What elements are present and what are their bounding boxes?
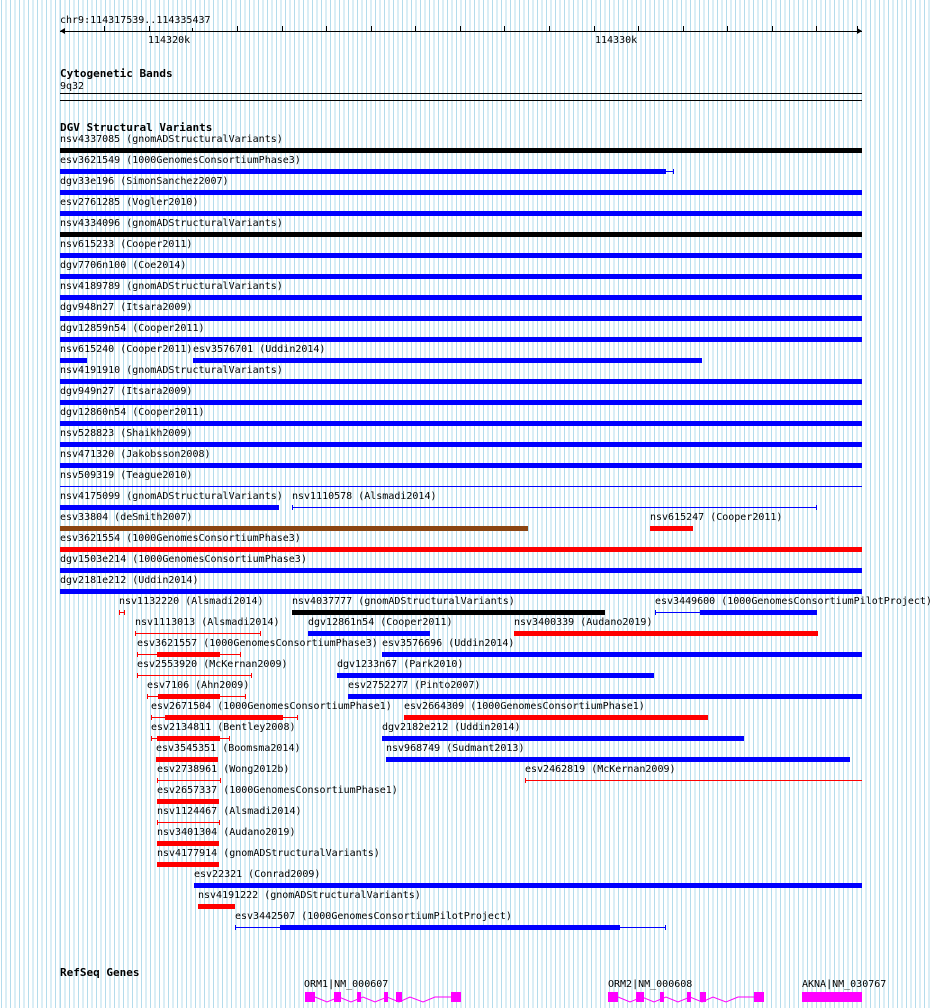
exon[interactable]: [660, 992, 664, 1002]
exon[interactable]: [802, 992, 862, 1002]
exon[interactable]: [334, 992, 341, 1002]
variant-label[interactable]: esv2553920 (McKernan2009): [137, 659, 288, 670]
variant-extent-line[interactable]: [525, 780, 862, 781]
variant-label[interactable]: nsv3401304 (Audano2019): [157, 827, 296, 838]
variant-extent-cap: [151, 715, 152, 720]
variant-label[interactable]: nsv1110578 (Alsmadi2014): [292, 491, 437, 502]
variant-bar[interactable]: [157, 862, 219, 867]
variant-extent-line[interactable]: [157, 822, 220, 823]
variant-bar[interactable]: [700, 610, 817, 615]
variant-label[interactable]: dgv7706n100 (Coe2014): [60, 260, 187, 271]
ruler-tick: [816, 26, 817, 32]
variant-bar[interactable]: [157, 799, 219, 804]
variant-extent-cap: [665, 925, 666, 930]
variant-extent-line[interactable]: [60, 486, 862, 487]
variant-label[interactable]: dgv12859n54 (Cooper2011): [60, 323, 205, 334]
variant-extent-line[interactable]: [157, 780, 221, 781]
variant-label[interactable]: nsv4037777 (gnomADStructuralVariants): [292, 596, 515, 607]
variant-bar[interactable]: [382, 652, 862, 657]
variant-extent-cap: [220, 778, 221, 783]
variant-extent-cap: [135, 631, 136, 636]
variant-label[interactable]: esv2657337 (1000GenomesConsortiumPhase1): [157, 785, 398, 796]
gene-label[interactable]: ORM2|NM_000608: [608, 979, 693, 990]
gene-label[interactable]: AKNA|NM_030767: [802, 979, 887, 990]
dgv-track-title[interactable]: DGV Structural Variants: [60, 121, 213, 134]
exon[interactable]: [357, 992, 361, 1002]
variant-bar[interactable]: [60, 400, 862, 405]
ruler-tick: [460, 26, 461, 32]
ruler-tick: [683, 26, 684, 32]
variant-bar[interactable]: [280, 925, 620, 930]
ruler-tick: [326, 26, 327, 32]
variant-bar[interactable]: [60, 505, 279, 510]
variant-bar[interactable]: [60, 421, 862, 426]
variant-label[interactable]: esv2738961 (Wong2012b): [157, 764, 290, 775]
variant-label[interactable]: esv22321 (Conrad2009): [194, 869, 321, 880]
exon[interactable]: [608, 992, 618, 1002]
variant-label[interactable]: esv2752277 (Pinto2007): [348, 680, 481, 691]
variant-label[interactable]: nsv968749 (Sudmant2013): [386, 743, 525, 754]
variant-label[interactable]: esv3442507 (1000GenomesConsortiumPilotProject): [235, 911, 512, 922]
variant-bar[interactable]: [650, 526, 693, 531]
variant-extent-cap: [147, 694, 148, 699]
ruler-tick: [237, 26, 238, 32]
variant-label[interactable]: dgv948n27 (Itsara2009): [60, 302, 193, 313]
variant-bar[interactable]: [337, 673, 654, 678]
variant-label[interactable]: esv3545351 (Boomsma2014): [156, 743, 301, 754]
exon[interactable]: [305, 992, 315, 1002]
variant-label[interactable]: esv2462819 (McKernan2009): [525, 764, 676, 775]
variant-bar[interactable]: [60, 547, 862, 552]
variant-label[interactable]: esv3621554 (1000GenomesConsortiumPhase3): [60, 533, 301, 544]
ruler-tick: [594, 26, 595, 32]
variant-extent-line[interactable]: [137, 675, 252, 676]
variant-bar[interactable]: [60, 190, 862, 195]
variant-extent-cap: [229, 736, 230, 741]
variant-bar[interactable]: [193, 358, 702, 363]
variant-bar[interactable]: [60, 337, 862, 342]
variant-bar[interactable]: [404, 715, 708, 720]
ruler-tick: [504, 26, 505, 32]
variant-bar[interactable]: [514, 631, 818, 636]
variant-extent-cap: [235, 925, 236, 930]
variant-label[interactable]: esv3576696 (Uddin2014): [382, 638, 515, 649]
variant-bar[interactable]: [198, 904, 235, 909]
variant-label[interactable]: esv3621557 (1000GenomesConsortiumPhase3): [137, 638, 378, 649]
variant-label[interactable]: esv3621549 (1000GenomesConsortiumPhase3): [60, 155, 301, 166]
ruler-tick: [415, 26, 416, 32]
variant-label[interactable]: nsv509319 (Teague2010): [60, 470, 193, 481]
variant-extent-cap: [137, 652, 138, 657]
variant-extent-cap: [673, 169, 674, 174]
variant-extent-cap: [157, 820, 158, 825]
cyto-track-title[interactable]: Cytogenetic Bands: [60, 67, 173, 80]
ruler-left-arrow: [60, 28, 65, 34]
cyto-band-line: [60, 93, 862, 94]
variant-label[interactable]: dgv33e196 (SimonSanchez2007): [60, 176, 229, 187]
ruler-tick: [192, 28, 193, 31]
variant-bar[interactable]: [60, 526, 528, 531]
ruler-tick: [638, 26, 639, 32]
variant-bar[interactable]: [60, 568, 862, 573]
variant-label[interactable]: dgv1233n67 (Park2010): [337, 659, 464, 670]
variant-extent-cap: [655, 610, 656, 615]
variant-extent-cap: [260, 631, 261, 636]
ruler-tick: [549, 26, 550, 32]
variant-label[interactable]: nsv4175099 (gnomADStructuralVariants): [60, 491, 283, 502]
exon[interactable]: [687, 992, 691, 1002]
ruler-tick: [149, 26, 150, 32]
variant-bar[interactable]: [292, 610, 605, 615]
variant-label[interactable]: nsv4337085 (gnomADStructuralVariants): [60, 134, 283, 145]
variant-bar[interactable]: [60, 148, 862, 153]
variant-extent-cap: [525, 778, 526, 783]
ruler-tick-label: 114320k: [148, 35, 191, 46]
variant-bar[interactable]: [60, 589, 862, 594]
variant-bar[interactable]: [60, 232, 862, 237]
ruler-tick: [282, 26, 283, 32]
variant-label[interactable]: nsv4191910 (gnomADStructuralVariants): [60, 365, 283, 376]
exon[interactable]: [384, 992, 388, 1002]
variant-extent-cap: [292, 505, 293, 510]
variant-bar[interactable]: [158, 694, 220, 699]
variant-extent-cap: [251, 673, 252, 678]
ruler-tick: [371, 26, 372, 32]
variant-label[interactable]: nsv1132220 (Alsmadi2014): [119, 596, 264, 607]
variant-label[interactable]: esv7106 (Ahn2009): [147, 680, 250, 691]
variant-bar[interactable]: [157, 736, 220, 741]
variant-label[interactable]: nsv4191222 (gnomADStructuralVariants): [198, 890, 421, 901]
variant-label[interactable]: nsv615233 (Cooper2011): [60, 239, 193, 250]
variant-extent-cap: [119, 610, 120, 615]
variant-label[interactable]: dgv12861n54 (Cooper2011): [308, 617, 453, 628]
variant-label[interactable]: nsv1124467 (Alsmadi2014): [157, 806, 302, 817]
variant-label[interactable]: esv2671504 (1000GenomesConsortiumPhase1): [151, 701, 392, 712]
ruler-tick: [104, 26, 105, 32]
variant-bar[interactable]: [60, 211, 862, 216]
locus-label: chr9:114317539..114335437: [60, 15, 211, 26]
variant-extent-cap: [245, 694, 246, 699]
variant-extent-cap: [219, 820, 220, 825]
exon[interactable]: [636, 992, 644, 1002]
variant-bar[interactable]: [60, 295, 862, 300]
variant-bar[interactable]: [382, 736, 744, 741]
variant-extent-cap: [240, 652, 241, 657]
variant-label[interactable]: esv33804 (deSmith2007): [60, 512, 193, 523]
variant-bar[interactable]: [60, 274, 862, 279]
variant-label[interactable]: esv2664309 (1000GenomesConsortiumPhase1): [404, 701, 645, 712]
exon[interactable]: [396, 992, 402, 1002]
ruler-tick-label: 114330k: [595, 35, 638, 46]
exon[interactable]: [700, 992, 706, 1002]
refseq-track-title[interactable]: RefSeq Genes: [60, 966, 140, 979]
exon[interactable]: [754, 992, 764, 1002]
variant-bar[interactable]: [60, 442, 862, 447]
ruler-tick: [727, 26, 728, 32]
variant-extent-cap: [157, 778, 158, 783]
ruler-axis: [60, 31, 862, 32]
variant-bar[interactable]: [60, 316, 862, 321]
gene-label[interactable]: ORM1|NM_000607: [304, 979, 389, 990]
variant-bar[interactable]: [348, 694, 862, 699]
variant-label[interactable]: esv3576701 (Uddin2014): [193, 344, 326, 355]
variant-extent-line[interactable]: [135, 633, 261, 634]
variant-bar[interactable]: [60, 379, 862, 384]
variant-bar[interactable]: [165, 715, 283, 720]
variant-bar[interactable]: [60, 169, 666, 174]
variant-extent-cap: [137, 673, 138, 678]
variant-label[interactable]: nsv3400339 (Audano2019): [514, 617, 653, 628]
variant-extent-cap: [297, 715, 298, 720]
ruler-tick: [772, 26, 773, 32]
variant-label[interactable]: nsv1113013 (Alsmadi2014): [135, 617, 280, 628]
variant-label[interactable]: nsv615247 (Cooper2011): [650, 512, 783, 523]
variant-label[interactable]: nsv528823 (Shaikh2009): [60, 428, 193, 439]
variant-extent-cap: [124, 610, 125, 615]
variant-bar[interactable]: [60, 463, 862, 468]
variant-extent-cap: [151, 736, 152, 741]
variant-label[interactable]: esv2134811 (Bentley2008): [151, 722, 296, 733]
variant-label[interactable]: dgv1503e214 (1000GenomesConsortiumPhase3): [60, 554, 307, 565]
exon[interactable]: [451, 992, 461, 1002]
variant-bar[interactable]: [60, 253, 862, 258]
variant-label[interactable]: dgv2181e212 (Uddin2014): [60, 575, 199, 586]
variant-label[interactable]: nsv4334096 (gnomADStructuralVariants): [60, 218, 283, 229]
track-divider: [60, 100, 862, 101]
variant-bar[interactable]: [157, 652, 220, 657]
variant-label[interactable]: nsv4177914 (gnomADStructuralVariants): [157, 848, 380, 859]
variant-label[interactable]: nsv615240 (Cooper2011): [60, 344, 193, 355]
variant-bar[interactable]: [157, 841, 219, 846]
variant-extent-cap: [816, 505, 817, 510]
variant-extent-line[interactable]: [292, 507, 817, 508]
variant-bar[interactable]: [60, 358, 87, 363]
variant-bar[interactable]: [156, 757, 218, 762]
variant-label[interactable]: nsv471320 (Jakobsson2008): [60, 449, 211, 460]
cyto-band-label[interactable]: 9q32: [60, 81, 85, 92]
variant-label[interactable]: esv2761285 (Vogler2010): [60, 197, 199, 208]
variant-label[interactable]: dgv2182e212 (Uddin2014): [382, 722, 521, 733]
variant-label[interactable]: dgv949n27 (Itsara2009): [60, 386, 193, 397]
variant-label[interactable]: nsv4189789 (gnomADStructuralVariants): [60, 281, 283, 292]
variant-bar[interactable]: [386, 757, 850, 762]
variant-label[interactable]: esv3449600 (1000GenomesConsortiumPilotProject): [655, 596, 932, 607]
ruler-tick: [857, 26, 858, 32]
variant-bar[interactable]: [194, 883, 862, 888]
variant-bar[interactable]: [308, 631, 430, 636]
variant-label[interactable]: dgv12860n54 (Cooper2011): [60, 407, 205, 418]
